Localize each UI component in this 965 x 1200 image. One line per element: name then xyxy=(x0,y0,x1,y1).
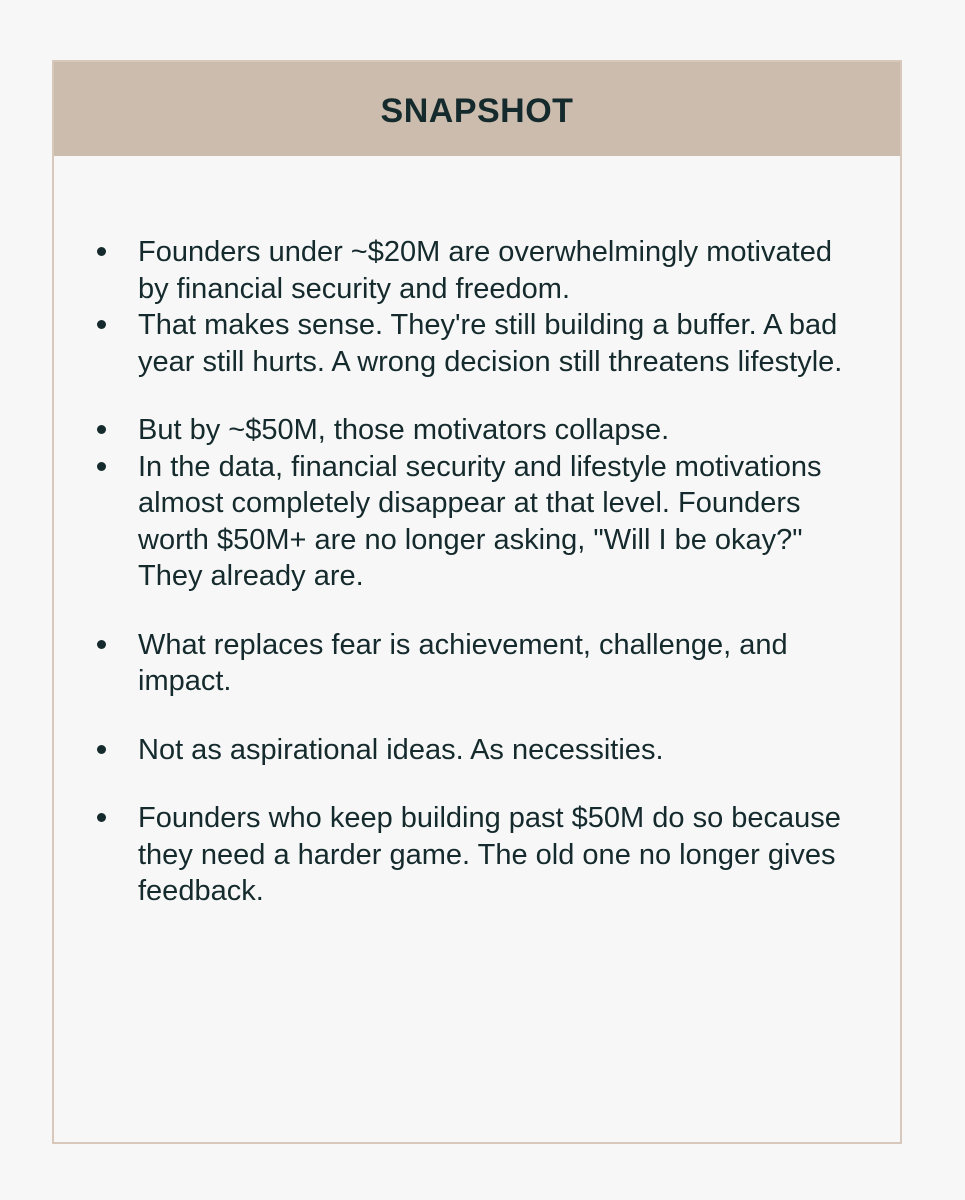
bullet-text: That makes sense. They're still building a buffer. A bad year still hurts. A wrong decision still threatens lifestyle. xyxy=(138,309,843,378)
bullet-group xyxy=(138,412,870,595)
bullet-text: Founders under ~$20M are overwhelmingly motivated by financial security and freedom. xyxy=(138,236,832,305)
bullet-item xyxy=(138,732,870,769)
bullet-dot-icon xyxy=(97,745,106,754)
bullet-text: But by ~$50M, those motivators collapse. xyxy=(138,414,670,446)
snapshot-card xyxy=(52,60,902,1144)
bullet-group xyxy=(138,800,870,910)
card-title: SNAPSHOT xyxy=(380,91,574,130)
card-header xyxy=(54,62,900,156)
bullet-item xyxy=(138,627,870,700)
bullet-item xyxy=(138,449,870,595)
bullet-item xyxy=(138,307,870,380)
bullet-text: Not as aspirational ideas. As necessities. xyxy=(138,733,664,766)
bullet-item xyxy=(138,234,870,307)
bullet-text: In the data, financial security and lifestyle motivations almost completely disappear at that level. Founders worth $50M+ are no longer asking, "Will I be okay?" They already are. xyxy=(138,450,822,592)
bullet-text: What replaces fear is achievement, challenge, and impact. xyxy=(138,628,788,697)
card-body xyxy=(54,156,900,910)
bullet-dot-icon xyxy=(97,462,106,471)
bullet-group xyxy=(138,627,870,700)
bullet-item xyxy=(138,412,870,449)
bullet-group xyxy=(138,732,870,769)
bullet-dot-icon xyxy=(97,320,106,329)
bullet-group xyxy=(138,234,870,380)
bullet-item xyxy=(138,800,870,910)
bullet-dot-icon xyxy=(97,425,106,434)
bullet-dot-icon xyxy=(97,640,106,649)
bullet-dot-icon xyxy=(97,813,106,822)
bullet-text: Founders who keep building past $50M do so because they need a harder game. The old one no longer gives feedback. xyxy=(138,802,841,907)
bullet-dot-icon xyxy=(97,247,106,256)
